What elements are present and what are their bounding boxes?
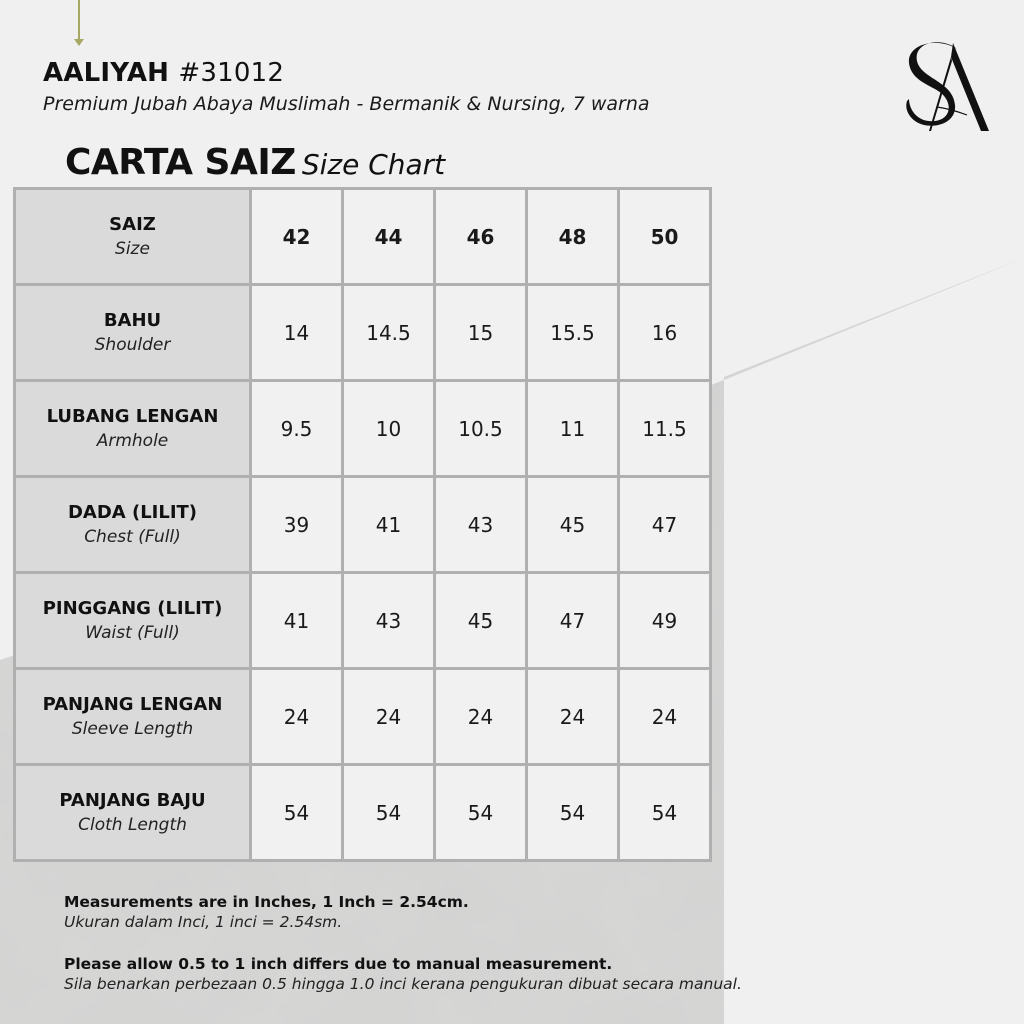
size-header-cell: 44 [343, 189, 435, 285]
value-cell: 14 [251, 285, 343, 381]
row-label-ms: PANJANG BAJU [59, 790, 206, 811]
chart-heading-sub: Size Chart [301, 148, 446, 181]
row-label-en: Chest (Full) [84, 527, 181, 547]
value-cell: 54 [251, 765, 343, 861]
product-name: AALIYAH [43, 58, 170, 88]
row-label-en: Shoulder [94, 335, 171, 355]
value-cell: 24 [343, 669, 435, 765]
value-cell: 54 [343, 765, 435, 861]
note-tolerance-en: Please allow 0.5 to 1 inch differs due to manual measurement. [64, 955, 613, 973]
arrow-down-icon [78, 0, 80, 40]
note-units-en: Measurements are in Inches, 1 Inch = 2.54cm. [64, 893, 469, 911]
note-units-ms: Ukuran dalam Inci, 1 inci = 2.54sm. [64, 913, 343, 931]
value-cell: 41 [251, 573, 343, 669]
value-cell: 47 [527, 573, 619, 669]
value-cell: 43 [435, 477, 527, 573]
size-header-cell: 48 [527, 189, 619, 285]
value-cell: 41 [343, 477, 435, 573]
value-cell: 24 [619, 669, 711, 765]
row-label-cell [15, 381, 251, 477]
value-cell: 10 [343, 381, 435, 477]
value-cell: 45 [527, 477, 619, 573]
value-cell: 24 [527, 669, 619, 765]
table-row [15, 381, 711, 477]
header-label-ms: SAIZ [109, 214, 156, 235]
value-cell: 11 [527, 381, 619, 477]
size-chart-table [13, 187, 712, 862]
value-cell: 15 [435, 285, 527, 381]
row-label-en: Armhole [96, 431, 169, 451]
row-label-cell [15, 573, 251, 669]
value-cell: 39 [251, 477, 343, 573]
chart-heading [65, 142, 445, 183]
value-cell: 14.5 [343, 285, 435, 381]
row-label-cell [15, 669, 251, 765]
row-label-en: Cloth Length [78, 815, 187, 835]
value-cell: 9.5 [251, 381, 343, 477]
row-label-en: Sleeve Length [71, 719, 194, 739]
row-label-cell [15, 285, 251, 381]
value-cell: 45 [435, 573, 527, 669]
product-code: #31012 [178, 58, 285, 88]
table-row [15, 765, 711, 861]
table-row [15, 285, 711, 381]
row-label-cell [15, 477, 251, 573]
value-cell: 54 [619, 765, 711, 861]
brand-logo [895, 35, 995, 135]
table-row [15, 573, 711, 669]
row-label-ms: PANJANG LENGAN [42, 694, 223, 715]
value-cell: 11.5 [619, 381, 711, 477]
product-subtitle: Premium Jubah Abaya Muslimah - Bermanik & Nursing, 7 warna [43, 93, 650, 115]
size-header-cell: 46 [435, 189, 527, 285]
row-label-en: Waist (Full) [85, 623, 180, 643]
value-cell: 15.5 [527, 285, 619, 381]
row-label-cell [15, 765, 251, 861]
value-cell: 10.5 [435, 381, 527, 477]
table-row [15, 669, 711, 765]
product-title [43, 58, 284, 88]
value-cell: 47 [619, 477, 711, 573]
value-cell: 54 [527, 765, 619, 861]
row-label-ms: DADA (LILIT) [67, 502, 198, 523]
value-cell: 24 [251, 669, 343, 765]
table-row [15, 477, 711, 573]
chart-heading-main: CARTA SAIZ [65, 142, 296, 183]
note-tolerance-ms: Sila benarkan perbezaan 0.5 hingga 1.0 inci kerana pengukuran dibuat secara manual. [64, 975, 742, 993]
size-header-cell: 42 [251, 189, 343, 285]
row-label-ms: PINGGANG (LILIT) [42, 598, 223, 619]
size-header-cell: 50 [619, 189, 711, 285]
header-label-cell [15, 189, 251, 285]
measurement-notes [64, 893, 742, 993]
row-label-ms: LUBANG LENGAN [46, 406, 219, 427]
header-label-en: Size [115, 239, 150, 259]
value-cell: 54 [435, 765, 527, 861]
value-cell: 49 [619, 573, 711, 669]
value-cell: 43 [343, 573, 435, 669]
row-label-ms: BAHU [103, 310, 162, 331]
value-cell: 16 [619, 285, 711, 381]
value-cell: 24 [435, 669, 527, 765]
table-header-row [15, 189, 711, 285]
